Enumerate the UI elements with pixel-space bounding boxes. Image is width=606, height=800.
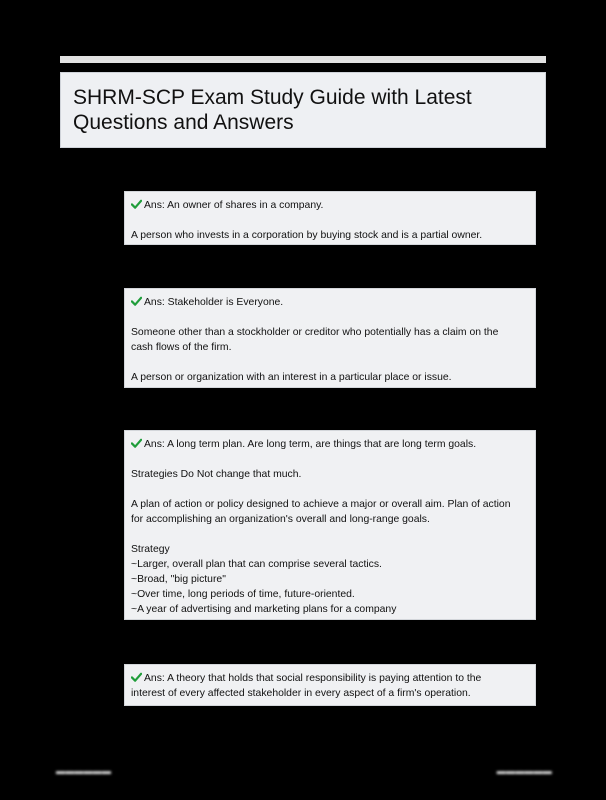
answer-lead-text: Ans: A long term plan. Are long term, are things that are long term goals.	[144, 439, 477, 450]
answer-lead-text: Ans: Stakeholder is Everyone.	[144, 297, 284, 308]
answer-line: Someone other than a stockholder or creditor who potentially has a claim on the	[131, 327, 499, 338]
answer-lead-text: Ans: An owner of shares in a company.	[144, 200, 324, 211]
answer-line	[131, 213, 529, 228]
answer-box-4	[124, 664, 536, 706]
answer-line	[131, 482, 529, 497]
page-title: SHRM-SCP Exam Study Guide with Latest Questions and Answers	[73, 86, 472, 134]
footer-page-number: ▬▬▬▬▬▬	[496, 766, 552, 776]
footer-watermark-left: ▬▬▬▬▬▬	[56, 766, 112, 776]
answer-line	[131, 527, 529, 542]
answer-line	[131, 355, 529, 370]
checkmark-icon	[131, 199, 142, 209]
answer-box-2	[124, 288, 536, 388]
answer-line: cash flows of the firm.	[131, 342, 232, 353]
answer-line: ~Over time, long periods of time, future-oriented.	[131, 589, 355, 600]
answer-line: ~A year of advertising and marketing plans for a company	[131, 604, 397, 615]
answer-line	[131, 437, 529, 452]
answer-lead-text: Ans: A theory that holds that social responsibility is paying attention to the	[144, 673, 482, 684]
title-banner	[60, 72, 546, 148]
answer-line	[131, 452, 529, 467]
checkmark-icon	[131, 438, 142, 448]
answer-line	[131, 295, 529, 310]
answer-box-1	[124, 191, 536, 245]
answer-line: ~Larger, overall plan that can comprise several tactics.	[131, 559, 382, 570]
answer-line: Strategies Do Not change that much.	[131, 469, 302, 480]
answer-line: ~Broad, "big picture"	[131, 574, 226, 585]
answer-line: A plan of action or policy designed to achieve a major or overall aim. Plan of action	[131, 499, 511, 510]
answer-line	[131, 198, 529, 213]
answer-box-3	[124, 430, 536, 620]
answer-line	[131, 310, 529, 325]
answer-line: A person or organization with an interest in a particular place or issue.	[131, 372, 452, 383]
checkmark-icon	[131, 672, 142, 682]
answer-line: interest of every affected stakeholder in every aspect of a firm's operation.	[131, 688, 471, 699]
answer-line: Strategy	[131, 544, 170, 555]
checkmark-icon	[131, 296, 142, 306]
answer-line: A person who invests in a corporation by buying stock and is a partial owner.	[131, 230, 483, 241]
answer-line	[131, 671, 529, 686]
top-divider	[60, 56, 546, 63]
answer-line: for accomplishing an organization's overall and long-range goals.	[131, 514, 430, 525]
